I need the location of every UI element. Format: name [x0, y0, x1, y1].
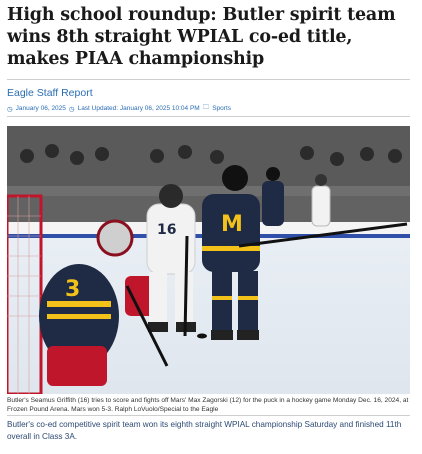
- puck: [197, 334, 207, 339]
- jersey-number-3: 3: [65, 277, 81, 302]
- jersey-logo: M: [221, 212, 243, 237]
- last-updated: Last Updated: January 06, 2025 10:04 PM: [77, 105, 200, 112]
- divider: [7, 116, 410, 117]
- hockey-photo: [7, 126, 410, 394]
- jersey-number-16: 16: [157, 222, 177, 238]
- stands: [7, 126, 410, 196]
- category-link[interactable]: Sports: [212, 105, 232, 112]
- divider: [7, 415, 410, 416]
- folder-icon: 🗀: [202, 104, 210, 111]
- divider: [7, 79, 410, 80]
- publish-date: January 06, 2025: [15, 105, 66, 112]
- photo-caption: Butler's Seamus Griffith (16) tries to score and fights off Mars' Max Zagorski (12) for the puck in a hockey game Monday Dec. 16, 2024, at Frozen Pound Arena. Mars won 5-3. Ralph LoVuolo/Special to the Eagle: [7, 397, 409, 413]
- article-meta: [7, 103, 231, 114]
- clock-icon: ◷: [68, 105, 75, 113]
- article-lead: Butler's co-ed competitive spirit team won its eighth straight WPIAL championship Saturday and finished 11th overall in Class 3A.: [7, 420, 402, 441]
- author-link[interactable]: Eagle Staff Report: [7, 87, 93, 99]
- article-headline: High school roundup: Butler spirit team wins 8th straight WPIAL co-ed title, makes PIAA championship: [7, 5, 396, 69]
- clock-icon: ◷: [7, 105, 13, 113]
- hockey-stick: [185, 236, 187, 336]
